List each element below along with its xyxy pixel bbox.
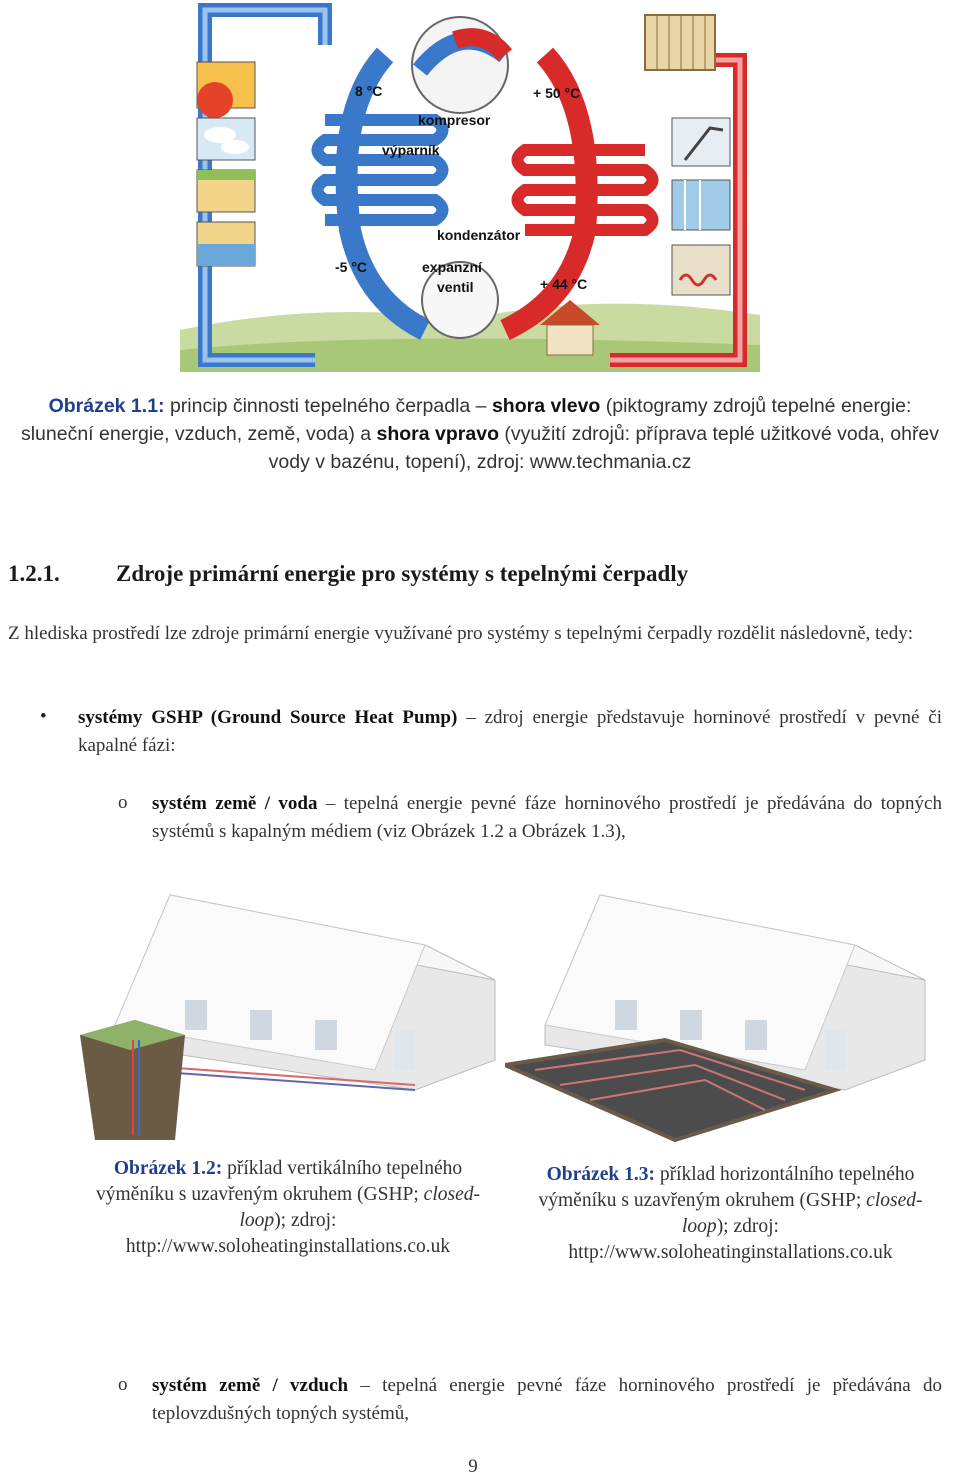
section-heading [8,561,688,587]
sub-item-text: – tepelná energie pevné fáze horninového prostředí je předávána do topných systémů s kapalným médiem (viz Obrázek 1.2 a Obrázek 1.3), [152,793,942,842]
caption-bold: shora vlevo [491,395,601,417]
caption-text: příklad vertikálního tepelného výměníku s uzavřeným okruhem (GSHP; [96,1158,463,1205]
pool-icon [672,180,730,230]
bullet-gshp-title: systémy GSHP (Ground Source Heat Pump) [78,707,458,728]
label-temp-44: + 44 °C [540,276,588,292]
sub-item-title: systém země / vzduch [152,1375,349,1396]
label-expanzni: expanzní [422,259,482,275]
earth-icon [197,170,255,212]
figure-1-1-caption [20,392,940,476]
figure-1-3-label: Obrázek 1.3: [546,1164,655,1185]
water-icon [197,222,255,266]
sub-item-text: – tepelná energie pevné fáze horninového prostředí je předávána do teplovzdušných topných systémů, [152,1375,942,1424]
label-kompresor: kompresor [418,112,491,128]
section-title: Zdroje primární energie pro systémy s tepelnými čerpadly [116,561,689,586]
caption-italic: closed-loop [239,1184,480,1231]
caption-italic: closed-loop [682,1190,923,1237]
vertical-exchanger-image [75,890,500,1145]
bullet-marker: • [40,706,47,727]
air-icon [197,118,255,160]
bullet-gshp [78,704,942,760]
floor-heating-icon [672,245,730,295]
figure-1-1-label: Obrázek 1.1: [48,395,165,417]
caption-text: (piktogramy zdrojů tepelné energie: sluneční energie, vzduch, země, voda) a [20,395,912,445]
caption-text: ); zdroj: http://www.soloheatinginstallations.co.uk [125,1210,451,1257]
label-temp-50: + 50 °C [533,85,581,101]
caption-text: příklad horizontálního tepelného výměníku s uzavřeným okruhem (GSHP; [538,1164,915,1211]
caption-text: princip činnosti tepelného čerpadla – [164,395,492,417]
heat-pump-diagram [175,0,765,375]
hot-water-icon [672,118,730,166]
sub-marker: o [118,792,128,813]
page-number: 9 [468,1456,478,1477]
label-vyparnik: výparník [382,142,440,158]
radiator-icon [645,15,715,70]
label-temp-8: 8 °C [355,83,383,99]
caption-text: (využití zdrojů: příprava teplé užitkové voda, ohřev vody v bazénu, topení), zdroj: www.techmania.cz [268,423,940,473]
intro-paragraph: Z hlediska prostředí lze zdroje primární energie využívané pro systémy s tepelnými čerpadly rozdělit následovně, tedy: [8,623,914,644]
sub-item-title: systém země / voda [152,793,318,814]
horizontal-exchanger-image [505,890,935,1145]
sub-item-ground-air [152,1372,942,1428]
caption-text: ); zdroj: http://www.soloheatinginstallations.co.uk [568,1216,893,1263]
figure-1-2-caption [78,1156,498,1260]
label-kondenzator: kondenzátor [437,227,521,243]
section-number: 1.2.1. [8,561,60,586]
sub-marker: o [118,1374,128,1395]
sub-item-ground-water [152,790,942,846]
figure-1-3-caption [518,1162,943,1266]
figure-1-2-label: Obrázek 1.2: [113,1158,223,1179]
label-ventil: ventil [437,279,474,295]
label-temp-5: -5 °C [335,259,368,275]
bullet-gshp-text: – zdroj energie představuje horninové prostředí v pevné či kapalné fázi: [78,707,942,756]
caption-bold: shora vpravo [376,423,499,445]
